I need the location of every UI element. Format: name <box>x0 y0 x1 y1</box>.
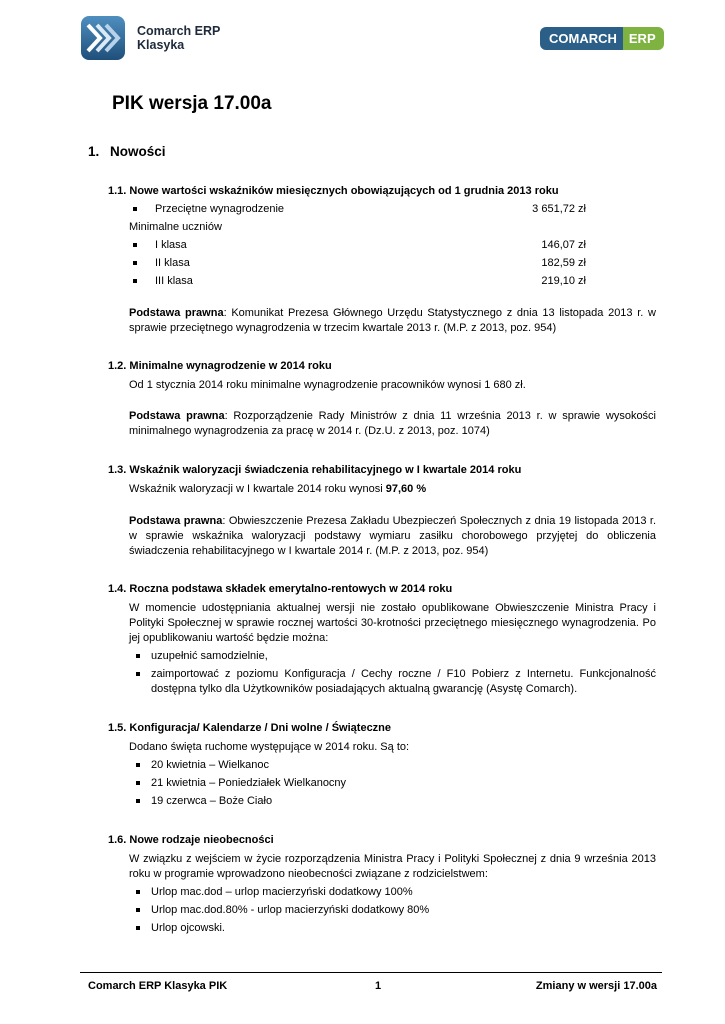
avg-salary-row <box>129 202 656 217</box>
avg-salary-list <box>108 202 656 217</box>
brand-name <box>137 24 220 52</box>
footer-left: Comarch ERP Klasyka PIK <box>88 980 228 992</box>
list-item <box>129 667 656 697</box>
apprentice-list <box>129 238 656 289</box>
section-1-6-heading: 1.6. Nowe rodzaje nieobecności <box>108 834 274 846</box>
apprentice-row-3 <box>129 274 656 289</box>
section-1-2-heading: 1.2. Minimalne wynagrodzenie w 2014 roku <box>108 360 332 372</box>
list-item <box>129 921 656 936</box>
valorization-text: Wskaźnik waloryzacji w I kwartale 2014 roku wynosi <box>129 483 386 495</box>
list-item-text: Urlop mac.dod – urlop macierzyński dodatkowy 100% <box>151 886 413 898</box>
legal-basis-label: Podstawa prawna <box>129 410 225 422</box>
chapter-number: 1. <box>88 144 100 159</box>
list-item-text: 19 czerwca – Boże Ciało <box>151 795 273 807</box>
avg-salary-value: 3 651,72 zł <box>532 203 586 215</box>
brand-line-2: Klasyka <box>137 38 185 52</box>
avg-salary-label: Przeciętne wynagrodzenie <box>155 203 285 215</box>
apprentice-row-1-label: I klasa <box>155 239 187 251</box>
chapter-heading <box>88 144 166 159</box>
legal-basis-text: : Obwieszczenie Prezesa Zakładu Ubezpieczeń Społecznych z dnia 19 listopada 2013 r. w sprawie wskaźnika waloryzacji podstawy wymiaru zasiłku chorobowego przyjętej do obliczenia świadczenia rehabilitacyjnego w I kwartale 2014 r. (M.P. z 2013, poz. 954) <box>129 515 657 557</box>
section-1-1-legal-basis <box>129 306 656 336</box>
section-1-5-body <box>129 740 656 809</box>
section-1-3-heading: 1.3. Wskaźnik waloryzacji świadczenia rehabilitacyjnego w I kwartale 2014 roku <box>108 464 522 476</box>
list-item <box>129 903 656 918</box>
section-1-5-heading: 1.5. Konfiguracja/ Kalendarze / Dni wolne / Świąteczne <box>108 722 392 734</box>
legal-basis-label: Podstawa prawna <box>129 307 224 319</box>
comarch-erp-logo-icon <box>80 15 126 61</box>
section-1-6-body <box>129 852 656 936</box>
section-1-5-text: Dodano święta ruchome występujące w 2014 roku. Są to: <box>129 741 410 753</box>
section-1-2-body <box>129 378 656 439</box>
min-apprentice-label: Minimalne uczniów <box>129 221 222 233</box>
list-item <box>129 885 656 900</box>
list-item-text: uzupełnić samodzielnie, <box>151 650 268 662</box>
list-item-text: 20 kwietnia – Wielkanoc <box>151 759 270 771</box>
legal-basis-text: : Rozporządzenie Rady Ministrów z dnia 11 września 2013 r. w sprawie wysokości minimalnego wynagrodzenia za pracę w 2014 r. (Dz.U. z 2013, poz. 1074) <box>129 410 656 437</box>
list-item-text: Urlop ojcowski. <box>151 922 225 934</box>
apprentice-row-2-label: II klasa <box>155 257 190 269</box>
valorization-value: 97,60 % <box>385 483 427 495</box>
section-1-4-heading: 1.4. Roczna podstawa składek emerytalno-rentowych w 2014 roku <box>108 583 453 595</box>
section-1-3-text <box>129 482 656 497</box>
section-1-1-body <box>108 202 656 336</box>
document-content <box>108 184 656 936</box>
section-1-3-legal-basis <box>129 514 656 559</box>
section-1-2-text: Od 1 stycznia 2014 roku minimalne wynagrodzenie pracowników wynosi 1 680 zł. <box>129 379 526 391</box>
badge-comarch: COMARCH <box>540 27 623 50</box>
brand-line-1: Comarch ERP <box>137 24 221 38</box>
apprentice-row-1-value: 146,07 zł <box>541 239 586 251</box>
apprentice-row-3-value: 219,10 zł <box>541 275 586 287</box>
list-item-text: zaimportować z poziomu Konfiguracja / Cechy roczne / F10 Pobierz z Internetu. Funkcjonalność dostępna tylko dla Użytkowników posiadających aktualną gwarancję (Asystę Comarch). <box>151 668 656 695</box>
document-title: PIK wersja 17.00a <box>112 93 272 114</box>
apprentice-row-1 <box>129 238 656 253</box>
section-1-4-body <box>129 601 656 697</box>
comarch-erp-badge <box>540 27 664 50</box>
list-item <box>129 776 656 791</box>
list-item <box>129 758 656 773</box>
legal-basis-label: Podstawa prawna <box>129 515 223 527</box>
section-1-6-list <box>129 885 656 936</box>
chapter-title: Nowości <box>110 144 166 159</box>
list-item <box>129 794 656 809</box>
list-item-text: Urlop mac.dod.80% - urlop macierzyński dodatkowy 80% <box>151 904 430 916</box>
section-1-4-text: W momencie udostępniania aktualnej wersji nie zostało opublikowane Obwieszczenie Ministra Pracy i Polityki Społecznej w sprawie rocznej wartości 30-krotności przeciętnego miesięcznego wynagrodzenia. Po jej opublikowaniu wartość będzie można: <box>129 602 656 644</box>
section-1-2-legal-basis <box>129 409 656 439</box>
badge-erp: ERP <box>623 27 664 50</box>
footer-page-number: 1 <box>375 980 382 992</box>
apprentice-row-3-label: III klasa <box>155 275 193 287</box>
section-1-1-heading: 1.1. Nowe wartości wskaźników miesięcznych obowiązujących od 1 grudnia 2013 roku <box>108 185 559 197</box>
footer-right: Zmiany w wersji 17.00a <box>535 980 657 992</box>
apprentice-row-2-value: 182,59 zł <box>541 257 586 269</box>
section-1-3-body <box>129 482 656 559</box>
legal-basis-text: : Komunikat Prezesa Głównego Urzędu Statystycznego z dnia 13 listopada 2013 r. w sprawie przeciętnego wynagrodzenia w trzecim kwartale 2013 r. (M.P. z 2013, poz. 954) <box>129 307 656 334</box>
list-item <box>129 649 656 664</box>
section-1-5-list <box>129 758 656 809</box>
apprentice-row-2 <box>129 256 656 271</box>
footer-divider <box>80 972 662 973</box>
section-1-4-list <box>129 649 656 697</box>
list-item-text: 21 kwietnia – Poniedziałek Wielkanocny <box>151 777 347 789</box>
section-1-6-text: W związku z wejściem w życie rozporządzenia Ministra Pracy i Polityki Społecznej z dnia 9 września 2013 roku w programie wprowadzono nieobecności związane z rodzicielstwem: <box>129 853 656 880</box>
